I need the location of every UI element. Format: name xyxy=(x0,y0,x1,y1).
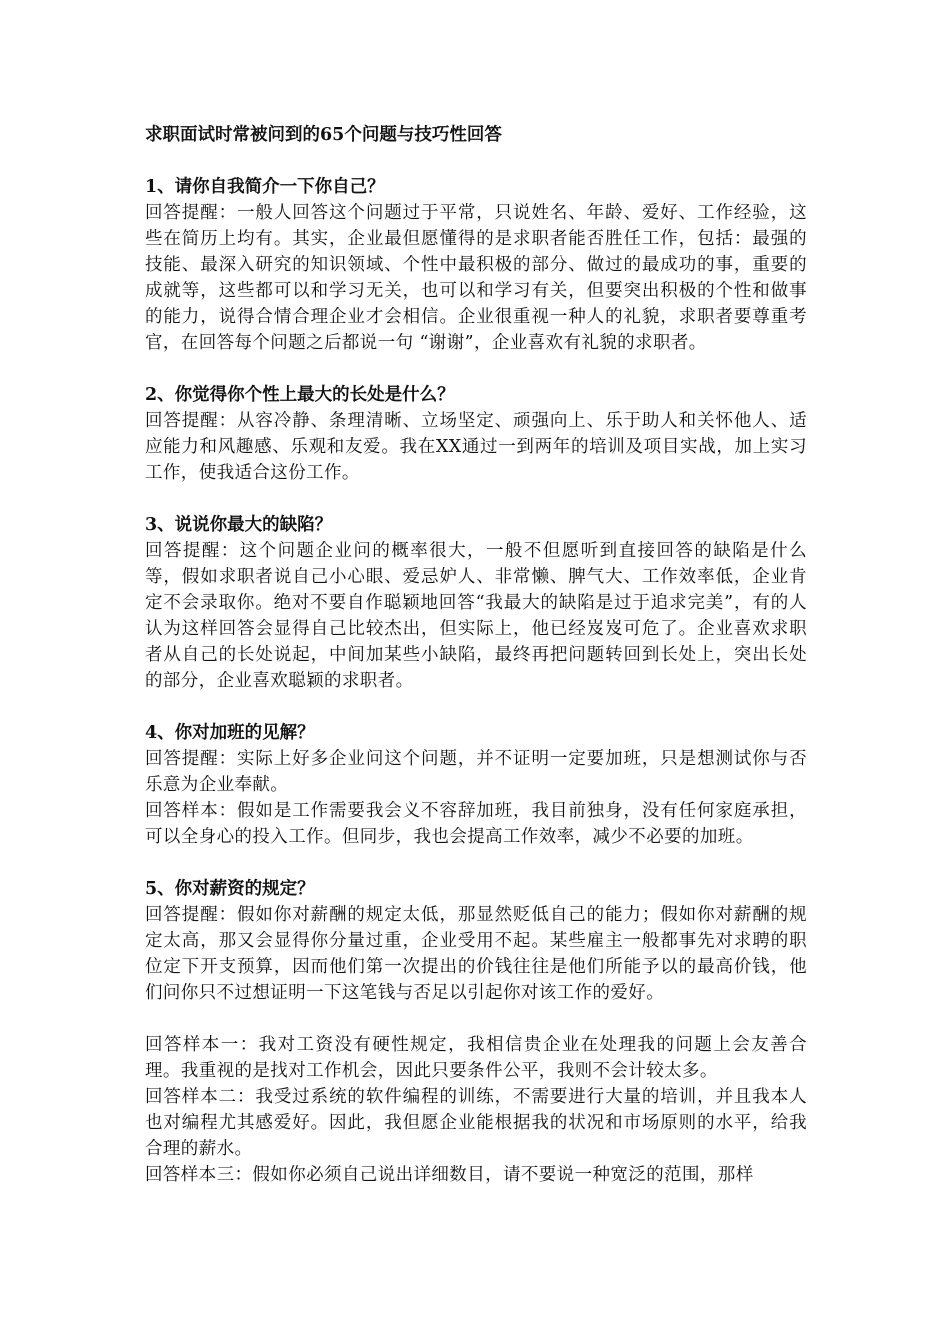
answer-paragraph: 回答提醒：一般人回答这个问题过于平常，只说姓名、年龄、爱好、工作经验，这些在简历上均有。其实，企业最但愿懂得的是求职者能否胜任工作，包括：最强的技能、最深入研究的知识领域、个性中最积极的部分、做过的最成功的事，重要的成就等，这些都可以和学习无关，也可以和学习有关，但要突出积极的个性和做事的能力，说得合情合理企业才会相信。企业很重视一种人的礼貌，求职者要尊重考官，在回答每个问题之后都说一句 “谢谢”，企业喜欢有礼貌的求职者。 xyxy=(145,203,807,353)
answer-sample-paragraph: 回答样本三：假如你必须自己说出详细数目，请不要说一种宽泛的范围，那样 xyxy=(145,1165,754,1185)
answer-paragraph: 回答提醒：从容冷静、条理清晰、立场坚定、顽强向上、乐于助人和关怀他人、适应能力和风趣感、乐观和友爱。我在XX通过一到两年的培训及项目实战，加上实习工作，使我适合这份工作。 xyxy=(145,411,807,483)
question-section-2 xyxy=(145,382,807,486)
answer-sample-paragraph: 回答样本一：我对工资没有硬性规定，我相信贵企业在处理我的问题上会友善合理。我重视的是找对工作机会，因此只要条件公平，我则不会计较太多。 xyxy=(145,1035,807,1081)
answer-paragraph: 回答提醒：这个问题企业问的概率很大，一般不但愿听到直接回答的缺陷是什么等，假如求职者说自己小心眼、爱忌妒人、非常懒、脾气大、工作效率低，企业肯定不会录取你。绝对不要自作聪颖地回答“我最大的缺陷是过于追求完美”，有的人认为这样回答会显得自己比较杰出，但实际上，他已经岌岌可危了。企业喜欢求职者从自己的长处说起，中间加某些小缺陷，最终再把问题转回到长处上，突出长处的部分，企业喜欢聪颖的求职者。 xyxy=(145,541,807,691)
question-heading: 5、你对薪资的规定？ xyxy=(145,879,315,899)
document-title: 求职面试时常被问到的65个问题与技巧性回答 xyxy=(145,125,502,145)
answer-paragraph: 回答提醒：假如你对薪酬的规定太低，那显然贬低自己的能力；假如你对薪酬的规定太高，那又会显得你分量过重，企业受用不起。某些雇主一般都事先对求聘的职位定下开支预算，因而他们第一次提出的价钱往往是他们所能予以的最高价钱，他们问你只不过想证明一下这笔钱与否足以引起你对该工作的爱好。 xyxy=(145,905,807,1003)
answer-sample-paragraph: 回答样本：假如是工作需要我会义不容辞加班，我目前独身，没有任何家庭承担，可以全身心的投入工作。但同步，我也会提高工作效率，减少不必要的加班。 xyxy=(145,801,807,847)
answer-sample-paragraph: 回答样本二：我受过系统的软件编程的训练，不需要进行大量的培训，并且我本人也对编程尤其感爱好。因此，我但愿企业能根据我的状况和市场原则的水平，给我合理的薪水。 xyxy=(145,1087,807,1159)
question-heading: 2、你觉得你个性上最大的长处是什么？ xyxy=(145,385,455,405)
question-heading: 1、请你自我简介一下你自己？ xyxy=(145,177,385,197)
question-section-1 xyxy=(145,174,807,356)
question-section-5 xyxy=(145,876,807,1188)
question-section-3 xyxy=(145,512,807,694)
question-heading: 3、说说你最大的缺陷？ xyxy=(145,515,333,535)
question-section-4 xyxy=(145,720,807,850)
paragraph-gap xyxy=(145,1006,807,1032)
question-heading: 4、你对加班的见解？ xyxy=(145,723,315,743)
answer-paragraph: 回答提醒：实际上好多企业问这个问题，并不证明一定要加班，只是想测试你与否乐意为企业奉献。 xyxy=(145,749,807,795)
document-page xyxy=(145,122,807,1214)
